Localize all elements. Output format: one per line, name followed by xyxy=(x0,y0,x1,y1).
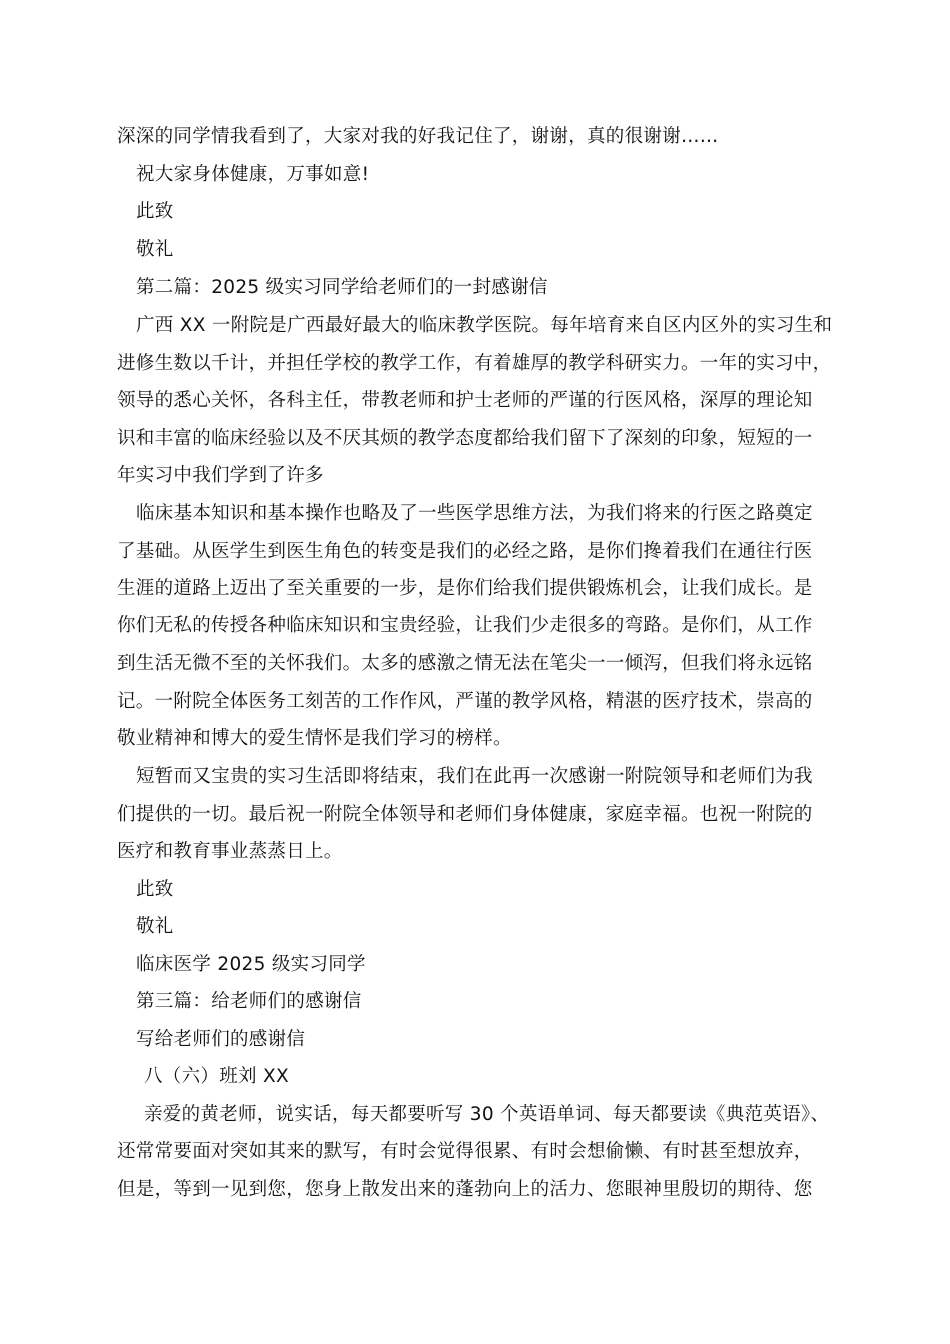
paragraph-line: 们提供的一切。最后祝一附院全体领导和老师们身体健康，家庭幸福。也祝一附院的 xyxy=(117,804,813,825)
paragraph-line: 年实习中我们学到了许多 xyxy=(117,465,324,486)
signature-line: 临床医学 2025 级实习同学 xyxy=(136,954,366,975)
paragraph-line: 你们无私的传授各种临床知识和宝贵经验，让我们少走很多的弯路。是你们，从工作 xyxy=(117,615,813,636)
paragraph-line: 敬业精神和博大的爱生情怀是我们学习的榜样。 xyxy=(117,728,512,749)
author-line: 八（六）班刘 XX xyxy=(144,1066,289,1087)
paragraph-line: 深深的同学情我看到了，大家对我的好我记住了，谢谢，真的很谢谢…… xyxy=(117,126,719,147)
paragraph-line: 了基础。从医学生到医生角色的转变是我们的必经之路，是你们搀着我们在通往行医 xyxy=(117,541,813,562)
paragraph-line: 识和丰富的临床经验以及不厌其烦的教学态度都给我们留下了深刻的印象，短短的一 xyxy=(117,428,813,449)
paragraph-line: 但是，等到一见到您，您身上散发出来的蓬勃向上的活力、您眼神里殷切的期待、您 xyxy=(117,1179,813,1200)
salutation-jingli: 敬礼 xyxy=(136,916,174,937)
paragraph-line: 临床基本知识和基本操作也略及了一些医学思维方法，为我们将来的行医之路奠定 xyxy=(136,503,813,524)
paragraph-line: 广西 XX 一附院是广西最好最大的临床教学医院。每年培育来自区内区外的实习生和 xyxy=(136,315,833,336)
paragraph-line: 医疗和教育事业蒸蒸日上。 xyxy=(117,841,343,862)
letter-title: 写给老师们的感谢信 xyxy=(136,1029,306,1050)
salutation-jingli: 敬礼 xyxy=(136,239,174,260)
paragraph-line: 到生活无微不至的关怀我们。太多的感激之情无法在笔尖一一倾泻，但我们将永远铭 xyxy=(117,653,813,674)
paragraph-line: 生涯的道路上迈出了至关重要的一步，是你们给我们提供锻炼机会，让我们成长。是 xyxy=(117,578,813,599)
paragraph-line: 还常常要面对突如其来的默写，有时会觉得很累、有时会想偷懒、有时甚至想放弃， xyxy=(117,1141,813,1162)
paragraph-line: 领导的悉心关怀，各科主任，带教老师和护士老师的严谨的行医风格，深厚的理论知 xyxy=(117,390,813,411)
section-heading-2: 第二篇：2025 级实习同学给老师们的一封感谢信 xyxy=(136,277,548,298)
salutation-cizhi: 此致 xyxy=(136,201,174,222)
section-heading-3: 第三篇：给老师们的感谢信 xyxy=(136,991,362,1012)
salutation-cizhi: 此致 xyxy=(136,879,174,900)
paragraph-line: 亲爱的黄老师，说实话，每天都要听写 30 个英语单词、每天都要读《典范英语》、 xyxy=(144,1104,830,1125)
closing-wish: 祝大家身体健康，万事如意! xyxy=(136,164,370,185)
paragraph-line: 进修生数以千计，并担任学校的教学工作，有着雄厚的教学科研实力。一年的实习中， xyxy=(117,353,832,374)
paragraph-line: 记。一附院全体医务工刻苦的工作作风，严谨的教学风格，精湛的医疗技术，崇高的 xyxy=(117,691,813,712)
paragraph-line: 短暂而又宝贵的实习生活即将结束，我们在此再一次感谢一附院领导和老师们为我 xyxy=(136,766,813,787)
